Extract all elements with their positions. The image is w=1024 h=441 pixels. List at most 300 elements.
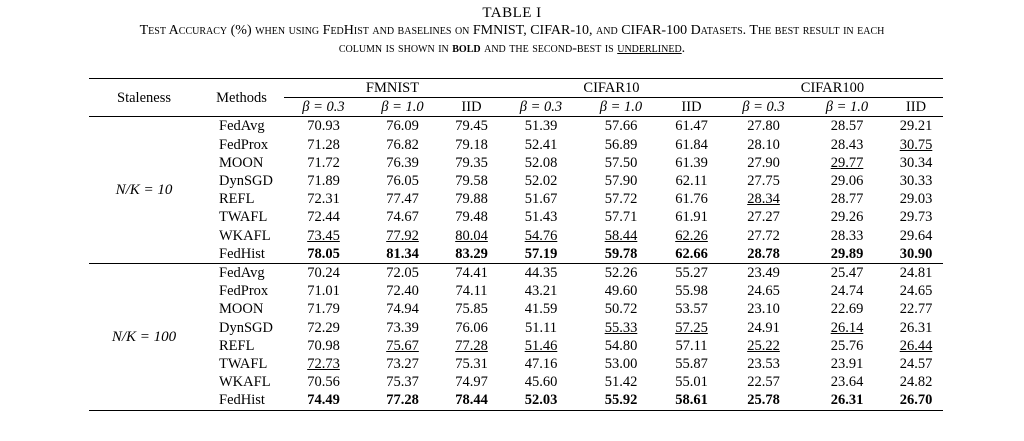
value-text: 72.40 [386, 283, 419, 300]
table-row [89, 355, 943, 373]
value-text: 23.91 [830, 356, 864, 373]
value-cell [363, 373, 442, 391]
value-cell [661, 136, 722, 154]
value-cell [581, 136, 661, 154]
value-text: 24.65 [899, 283, 933, 300]
value-text: 61.91 [675, 209, 708, 226]
value-text: 45.60 [524, 374, 558, 391]
value-text: 25.76 [830, 337, 864, 354]
value-text: 51.46 [524, 337, 558, 354]
value-text: 29.73 [899, 209, 933, 226]
value-text: 52.41 [524, 136, 558, 153]
value-cell [889, 136, 943, 154]
value-text: 52.26 [604, 265, 638, 282]
value-cell [363, 282, 442, 300]
value-cell [581, 227, 661, 245]
value-cell [889, 117, 943, 136]
caption-line-2 [0, 41, 1024, 57]
value-cell [501, 227, 581, 245]
value-cell [805, 264, 889, 283]
value-cell [501, 391, 581, 410]
caption-line-1: Test Accuracy (%) when using FedHist and baselines on FMNIST, CIFAR-10, and CIFAR-100 Datasets. The best result in each [139, 23, 885, 38]
value-cell [442, 208, 501, 226]
value-cell [722, 245, 805, 264]
value-cell [363, 300, 442, 318]
subheader-beta-10: β = 1.0 [381, 99, 424, 116]
value-text: 61.39 [675, 154, 708, 171]
value-text: 62.66 [675, 245, 708, 262]
value-text: 62.26 [675, 227, 708, 244]
value-cell [363, 337, 442, 355]
value-text: 29.26 [830, 209, 864, 226]
value-cell [805, 190, 889, 208]
value-cell [501, 300, 581, 318]
value-cell [661, 337, 722, 355]
value-text: 29.64 [899, 227, 933, 244]
value-cell [805, 154, 889, 172]
value-cell [284, 373, 363, 391]
value-text: 75.67 [386, 337, 419, 354]
value-cell [442, 227, 501, 245]
method-cell: DynSGD [219, 173, 273, 190]
header-methods: Methods [216, 89, 267, 106]
value-text: 70.56 [307, 374, 340, 391]
value-cell [284, 136, 363, 154]
table-row [89, 117, 943, 136]
value-text: 61.76 [675, 191, 708, 208]
value-cell [442, 355, 501, 373]
value-text: 76.05 [386, 173, 419, 190]
staleness-cell: N/K = 10 [115, 182, 173, 199]
value-cell [442, 300, 501, 318]
value-cell [284, 282, 363, 300]
value-text: 51.67 [524, 191, 558, 208]
caption-bold-word: bold [452, 41, 481, 56]
value-cell [501, 264, 581, 283]
header-dataset-fmnist: FMNIST [284, 79, 501, 98]
value-text: 76.06 [455, 319, 488, 336]
value-text: 26.31 [899, 319, 933, 336]
value-text: 30.75 [899, 136, 933, 153]
value-text: 55.87 [675, 356, 708, 373]
value-text: 79.48 [455, 209, 488, 226]
value-cell [722, 391, 805, 410]
subheader-beta-10: β = 1.0 [599, 99, 643, 116]
value-cell [581, 300, 661, 318]
value-cell [442, 172, 501, 190]
subheader-beta-03: β = 0.3 [519, 99, 563, 116]
value-text: 22.69 [830, 301, 864, 318]
value-text: 57.66 [604, 118, 638, 135]
value-text: 25.78 [747, 392, 780, 409]
value-text: 76.39 [386, 154, 419, 171]
value-cell [284, 190, 363, 208]
value-cell [889, 154, 943, 172]
value-text: 58.44 [604, 227, 638, 244]
value-text: 79.18 [455, 136, 488, 153]
table-row [89, 136, 943, 154]
value-cell [889, 245, 943, 264]
value-text: 78.44 [455, 392, 488, 409]
value-text: 57.90 [604, 173, 638, 190]
value-cell [661, 264, 722, 283]
value-text: 24.57 [899, 356, 933, 373]
value-text: 23.10 [747, 301, 780, 318]
value-text: 25.47 [830, 265, 864, 282]
value-cell [442, 264, 501, 283]
value-cell [581, 264, 661, 283]
value-text: 72.73 [307, 356, 340, 373]
value-cell [363, 117, 442, 136]
method-cell: FedHist [219, 245, 265, 262]
value-cell [363, 245, 442, 264]
value-cell [805, 337, 889, 355]
value-cell [661, 245, 722, 264]
value-cell [805, 282, 889, 300]
value-cell [661, 208, 722, 226]
value-cell [284, 319, 363, 337]
value-cell [501, 190, 581, 208]
header-staleness: Staleness [117, 89, 171, 106]
value-text: 57.50 [604, 154, 638, 171]
value-cell [501, 154, 581, 172]
value-cell [442, 136, 501, 154]
value-cell [805, 172, 889, 190]
value-text: 26.44 [899, 337, 933, 354]
value-cell [363, 227, 442, 245]
value-cell [661, 319, 722, 337]
subheader-beta-03: β = 0.3 [302, 99, 345, 116]
value-text: 26.14 [830, 319, 864, 336]
method-cell: MOON [219, 301, 264, 318]
value-text: 71.01 [307, 283, 340, 300]
value-cell [363, 172, 442, 190]
value-text: 24.65 [747, 283, 780, 300]
value-text: 55.92 [604, 392, 638, 409]
value-cell [284, 245, 363, 264]
method-cell: WKAFL [219, 374, 271, 391]
value-text: 54.76 [524, 227, 558, 244]
value-text: 55.33 [604, 319, 638, 336]
table-row [89, 190, 943, 208]
value-text: 26.70 [899, 392, 933, 409]
value-text: 55.27 [675, 265, 708, 282]
value-cell [889, 190, 943, 208]
value-text: 55.98 [675, 283, 708, 300]
value-cell [581, 245, 661, 264]
value-cell [581, 172, 661, 190]
value-cell [661, 190, 722, 208]
value-cell [889, 319, 943, 337]
value-text: 74.97 [455, 374, 488, 391]
value-text: 80.04 [455, 227, 488, 244]
value-cell [501, 319, 581, 337]
value-cell [363, 154, 442, 172]
subheader-iid: IID [905, 99, 927, 116]
value-cell [581, 373, 661, 391]
value-text: 28.57 [830, 118, 864, 135]
value-cell [661, 172, 722, 190]
value-text: 57.11 [675, 337, 708, 354]
value-cell [805, 117, 889, 136]
value-text: 27.90 [747, 154, 780, 171]
value-text: 61.47 [675, 118, 708, 135]
value-text: 62.11 [675, 173, 708, 190]
table-row [89, 208, 943, 226]
value-text: 29.06 [830, 173, 864, 190]
value-cell [722, 172, 805, 190]
value-cell [722, 154, 805, 172]
value-cell [363, 190, 442, 208]
value-text: 44.35 [524, 265, 558, 282]
value-cell [442, 190, 501, 208]
value-text: 24.82 [899, 374, 933, 391]
subheader-beta-03: β = 0.3 [742, 99, 785, 116]
value-cell [501, 282, 581, 300]
value-cell [363, 208, 442, 226]
value-cell [661, 391, 722, 410]
value-text: 27.27 [747, 209, 780, 226]
value-cell [889, 337, 943, 355]
value-cell [501, 172, 581, 190]
value-text: 57.25 [675, 319, 708, 336]
value-cell [363, 264, 442, 283]
value-cell [805, 373, 889, 391]
value-cell [661, 355, 722, 373]
value-text: 58.61 [675, 392, 708, 409]
value-cell [284, 355, 363, 373]
value-text: 79.45 [455, 118, 488, 135]
value-text: 61.84 [675, 136, 708, 153]
value-cell [284, 117, 363, 136]
value-text: 28.34 [747, 191, 780, 208]
method-cell: WKAFL [219, 227, 271, 244]
value-text: 72.44 [307, 209, 340, 226]
value-text: 53.57 [675, 301, 708, 318]
value-cell [805, 245, 889, 264]
value-text: 77.28 [386, 392, 419, 409]
table-row [89, 319, 943, 337]
value-text: 43.21 [524, 283, 558, 300]
value-text: 28.33 [830, 227, 864, 244]
value-cell [581, 190, 661, 208]
value-text: 75.37 [386, 374, 419, 391]
value-text: 52.03 [524, 392, 558, 409]
value-text: 57.72 [604, 191, 638, 208]
value-cell [661, 117, 722, 136]
value-text: 73.39 [386, 319, 419, 336]
value-text: 75.31 [455, 356, 488, 373]
table-label: TABLE I [482, 5, 542, 21]
subheader-iid: IID [461, 99, 482, 116]
value-text: 51.43 [524, 209, 558, 226]
value-text: 27.75 [747, 173, 780, 190]
value-cell [661, 154, 722, 172]
value-text: 22.77 [899, 301, 933, 318]
value-text: 29.21 [899, 118, 933, 135]
value-text: 51.42 [604, 374, 638, 391]
method-cell: FedProx [219, 136, 269, 153]
value-text: 28.10 [747, 136, 780, 153]
value-text: 30.33 [899, 173, 933, 190]
value-text: 72.31 [307, 191, 340, 208]
value-cell [889, 208, 943, 226]
value-text: 59.78 [604, 245, 638, 262]
method-cell: TWAFL [219, 356, 268, 373]
method-cell: FedProx [219, 283, 269, 300]
table-row [89, 282, 943, 300]
value-text: 76.09 [386, 118, 419, 135]
value-text: 71.72 [307, 154, 340, 171]
value-text: 56.89 [604, 136, 638, 153]
value-cell [284, 300, 363, 318]
value-text: 23.53 [747, 356, 780, 373]
value-cell [442, 154, 501, 172]
value-text: 55.01 [675, 374, 708, 391]
value-cell [284, 154, 363, 172]
value-text: 27.72 [747, 227, 780, 244]
value-text: 51.11 [524, 319, 558, 336]
subheader-beta-10: β = 1.0 [825, 99, 869, 116]
value-cell [363, 136, 442, 154]
value-text: 73.27 [386, 356, 419, 373]
method-cell: FedAvg [219, 118, 265, 135]
value-cell [722, 337, 805, 355]
value-text: 25.22 [747, 337, 780, 354]
value-text: 57.71 [604, 209, 638, 226]
value-text: 79.88 [455, 191, 488, 208]
value-cell [889, 391, 943, 410]
value-text: 30.34 [899, 154, 933, 171]
value-cell [805, 208, 889, 226]
value-text: 28.78 [747, 245, 780, 262]
value-cell [363, 319, 442, 337]
value-cell [722, 355, 805, 373]
caption-text: column is shown in [338, 41, 453, 56]
value-text: 71.79 [307, 301, 340, 318]
value-cell [581, 154, 661, 172]
value-text: 30.90 [899, 245, 933, 262]
table-row [89, 172, 943, 190]
value-cell [581, 337, 661, 355]
value-text: 74.49 [307, 392, 340, 409]
value-text: 54.80 [604, 337, 638, 354]
value-cell [805, 136, 889, 154]
value-cell [805, 319, 889, 337]
value-text: 28.43 [830, 136, 864, 153]
caption-text: and the second-best is [480, 41, 618, 56]
value-text: 24.74 [830, 283, 864, 300]
value-text: 71.28 [307, 136, 340, 153]
value-cell [284, 391, 363, 410]
method-cell: FedHist [219, 392, 265, 409]
method-cell: REFL [219, 337, 255, 354]
method-cell: TWAFL [219, 209, 268, 226]
header-dataset-cifar10: CIFAR10 [501, 79, 722, 98]
value-cell [442, 245, 501, 264]
value-text: 22.57 [747, 374, 780, 391]
value-cell [581, 282, 661, 300]
value-text: 72.05 [386, 265, 419, 282]
table-row [89, 227, 943, 245]
staleness-cell: N/K = 100 [111, 328, 177, 345]
value-text: 78.05 [307, 245, 340, 262]
value-cell [722, 227, 805, 245]
value-cell [661, 282, 722, 300]
value-cell [661, 227, 722, 245]
value-text: 23.49 [747, 265, 780, 282]
value-cell [805, 391, 889, 410]
value-text: 24.81 [899, 265, 933, 282]
value-cell [581, 391, 661, 410]
value-text: 29.03 [899, 191, 933, 208]
value-cell [501, 136, 581, 154]
value-cell [805, 355, 889, 373]
table-row [89, 337, 943, 355]
value-text: 72.29 [307, 319, 340, 336]
value-cell [722, 282, 805, 300]
value-text: 29.89 [830, 245, 864, 262]
value-cell [501, 208, 581, 226]
value-text: 49.60 [604, 283, 638, 300]
value-text: 76.82 [386, 136, 419, 153]
value-cell [722, 190, 805, 208]
value-cell [581, 319, 661, 337]
table-row [89, 391, 943, 410]
value-text: 71.89 [307, 173, 340, 190]
value-text: 27.80 [747, 118, 780, 135]
value-text: 52.08 [524, 154, 558, 171]
value-text: 23.64 [830, 374, 864, 391]
table-body [89, 117, 943, 410]
value-text: 29.77 [830, 154, 864, 171]
value-cell [363, 391, 442, 410]
value-cell [501, 337, 581, 355]
table-row [89, 245, 943, 264]
table-row [89, 300, 943, 318]
value-cell [889, 264, 943, 283]
value-text: 74.94 [386, 301, 419, 318]
caption-text: . [681, 41, 686, 56]
value-cell [581, 208, 661, 226]
value-text: 77.92 [386, 227, 419, 244]
value-cell [889, 373, 943, 391]
value-cell [501, 245, 581, 264]
value-cell [581, 117, 661, 136]
value-cell [889, 227, 943, 245]
value-cell [722, 208, 805, 226]
value-text: 51.39 [524, 118, 558, 135]
value-cell [805, 227, 889, 245]
value-text: 70.24 [307, 265, 340, 282]
value-cell [661, 373, 722, 391]
method-cell: REFL [219, 191, 255, 208]
value-text: 50.72 [604, 301, 638, 318]
value-text: 57.19 [524, 245, 558, 262]
value-text: 77.47 [386, 191, 419, 208]
value-cell [442, 337, 501, 355]
value-text: 41.59 [524, 301, 558, 318]
value-text: 26.31 [830, 392, 864, 409]
value-cell [889, 355, 943, 373]
value-text: 70.98 [307, 337, 340, 354]
value-cell [442, 373, 501, 391]
value-text: 74.11 [455, 283, 488, 300]
value-cell [284, 172, 363, 190]
value-text: 79.58 [455, 173, 488, 190]
value-text: 70.93 [307, 118, 340, 135]
value-cell [889, 300, 943, 318]
